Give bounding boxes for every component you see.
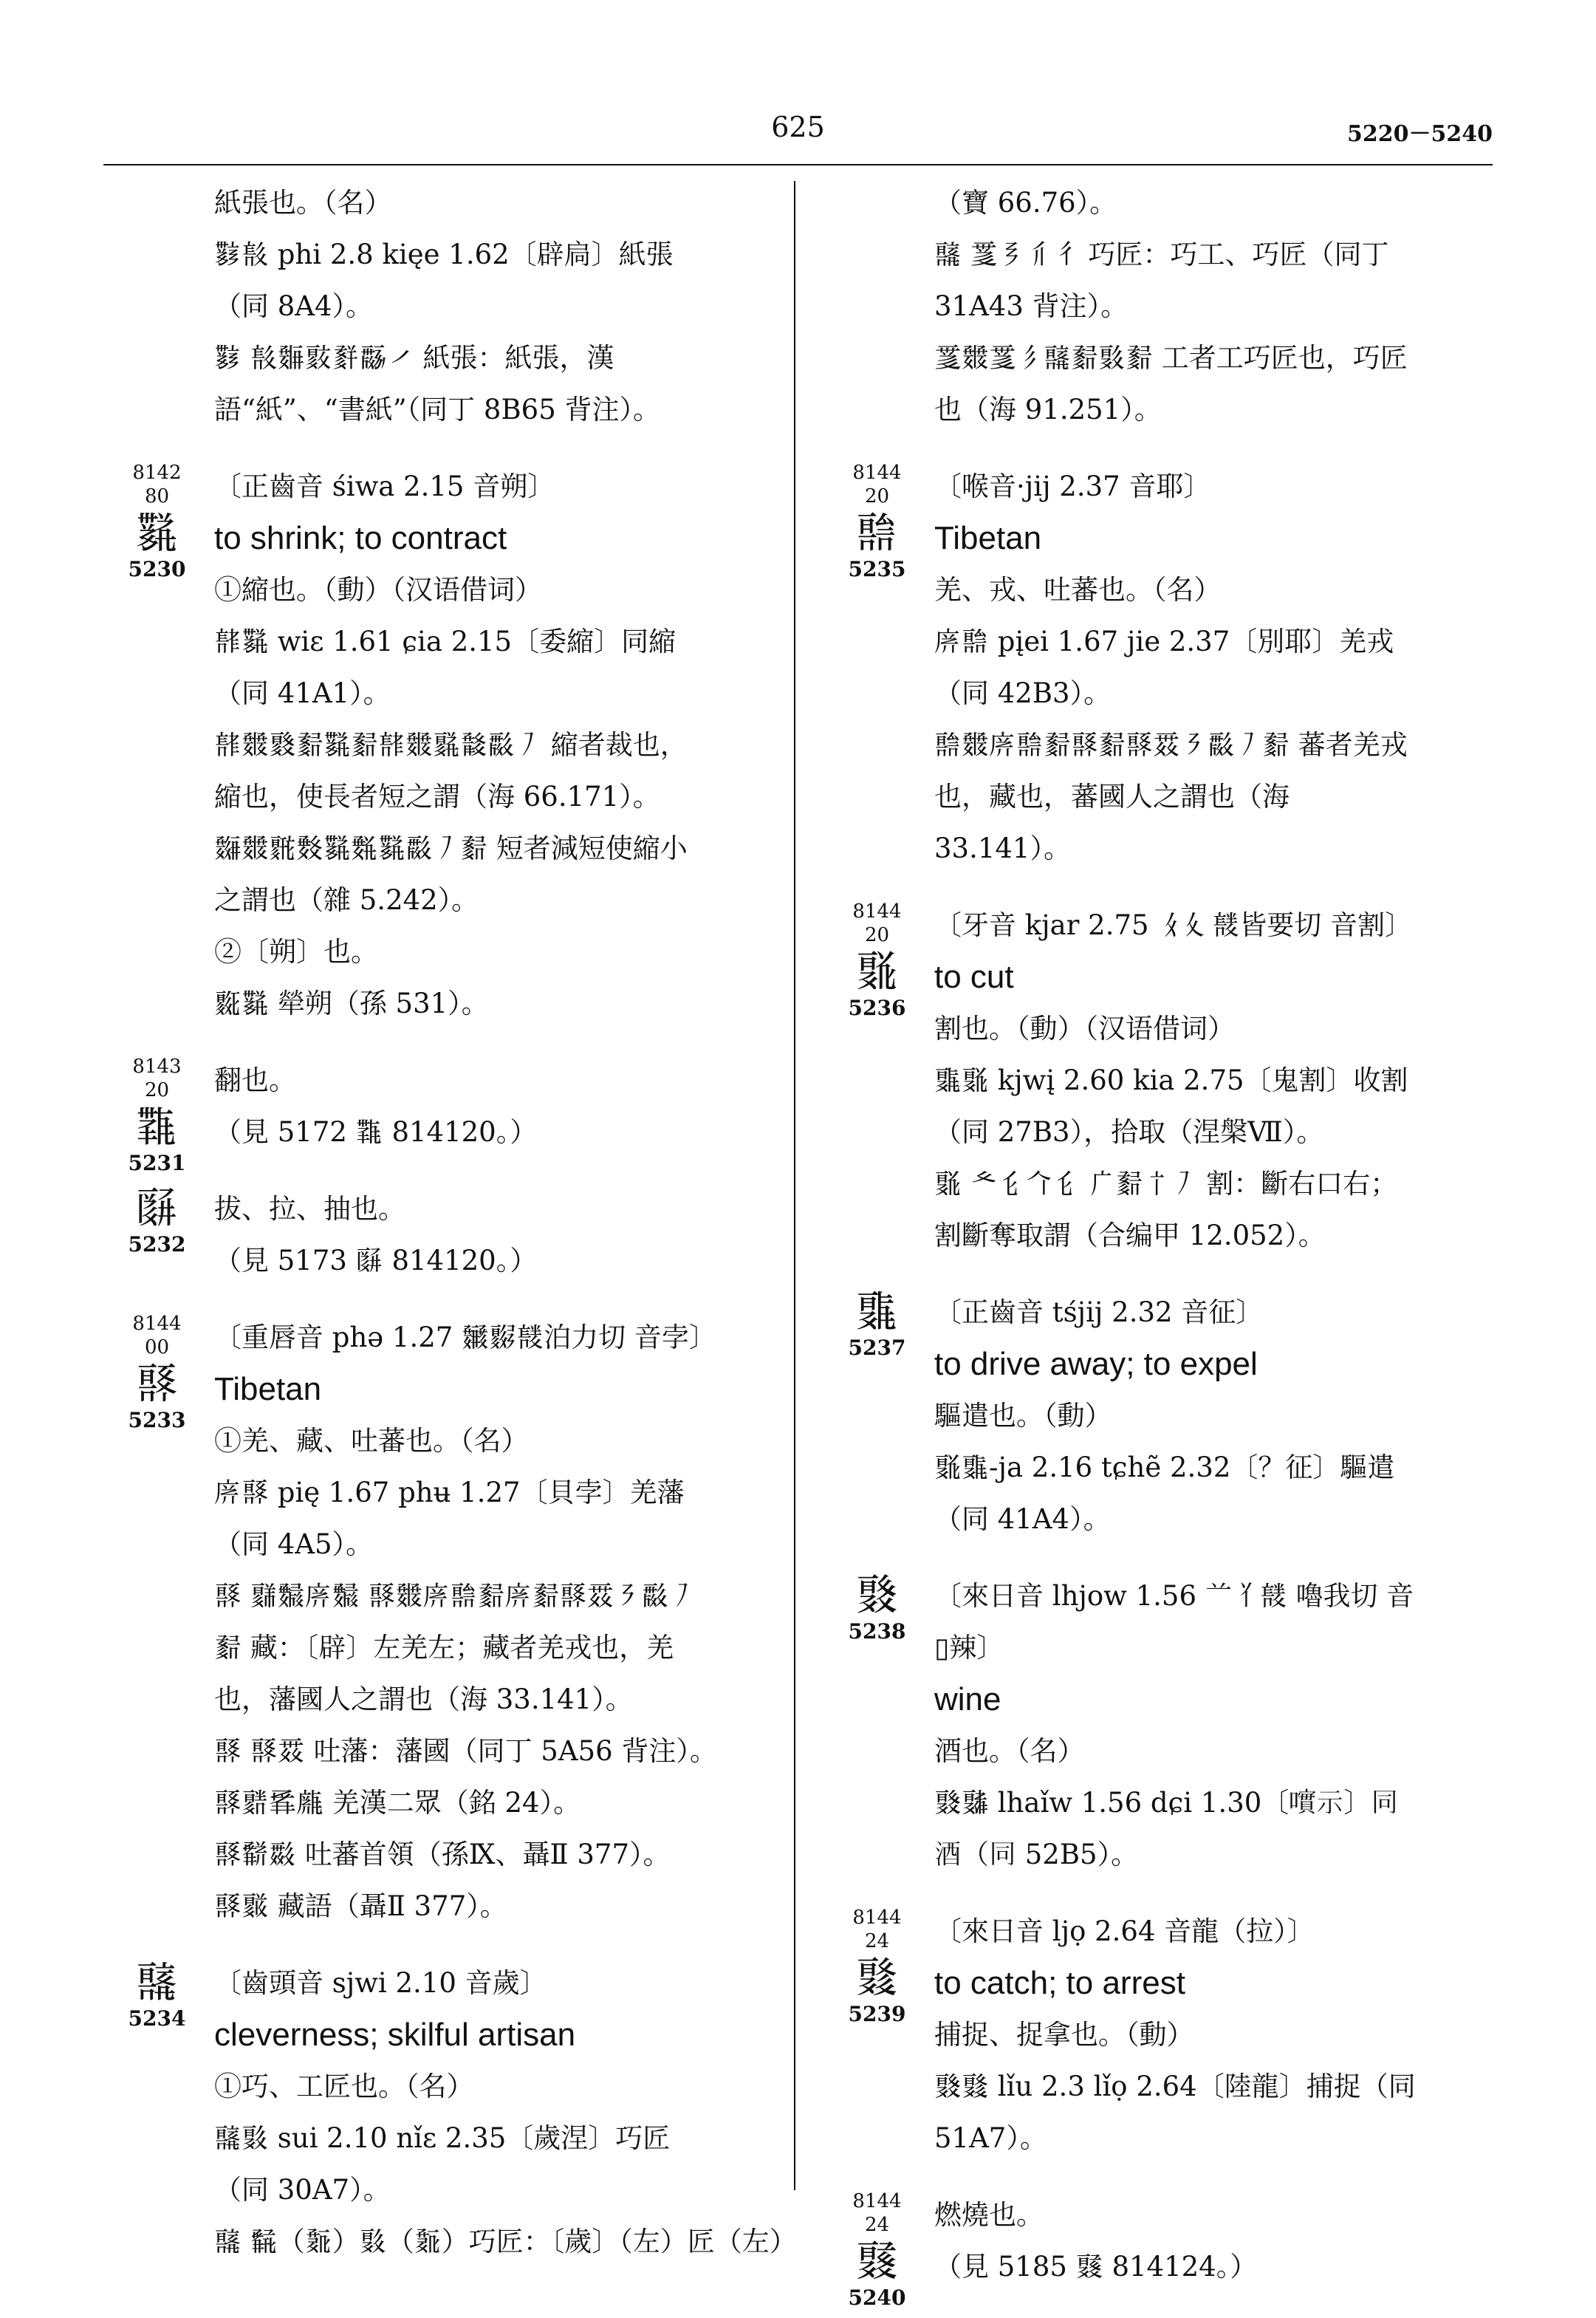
- entry-line: 𘚗 𘟅𘠅𘡀𘡁 巧匠：巧工、巧匠（同丁 31A43 背注）。: [934, 239, 1389, 322]
- entry-line: （寶 66.76）。: [934, 187, 1117, 219]
- headword-character: 𘚚: [855, 1286, 899, 1336]
- headword-character: 𘚔: [135, 1183, 179, 1233]
- code-line: 20: [144, 1079, 170, 1101]
- code-line: 20: [864, 485, 890, 507]
- entry-line: 𘛁𘚒 wiε 1.61 ɕia 2.15〔委縮〕同縮（同 41A1）。: [214, 626, 677, 709]
- english-gloss: to shrink; to contract: [214, 520, 507, 556]
- code-line: 8144: [852, 2190, 902, 2212]
- entry-line: 𘚑 𘛀𘜃𘝂𘞀𘟁𘠂 紙張：紙張，漢語“紙”、“書紙”（同丁 8B65 背注）。: [214, 342, 660, 425]
- headword-character: 𘚒: [135, 507, 179, 558]
- entry-line: 𘚙𘚚-ja 2.16 tɕhẽ 2.32〔？征〕驅遣（同 41A4）。: [934, 1452, 1395, 1535]
- english-gloss: Tibetan: [934, 520, 1042, 556]
- entry-line: 割也。（動）（汉语借词）: [934, 1013, 1235, 1045]
- code-line: 8144: [852, 1907, 902, 1929]
- entry-line: 𘚕𘞇𘟄 吐蕃首領（孫Ⅸ、聶Ⅱ 377）。: [214, 1839, 671, 1870]
- dictionary-entry: [831, 2189, 1422, 2310]
- entry-number: 5237: [848, 1336, 906, 1360]
- code-line: 80: [144, 485, 170, 507]
- code-line: 24: [864, 2214, 890, 2236]
- entry-line: 〔正齒音 tśjij 2.32 音征〕: [934, 1296, 1264, 1328]
- entry-line: 𘛁𘜄𘝃𘞁𘚒𘞁𘛁𘜄𘝄𘞂𘟂𘠃 縮者裁也，縮也，使長者短之謂（海 66.171）。: [214, 729, 688, 813]
- entry-line: ②〔朔〕也。: [214, 936, 378, 968]
- entry-line: 翻也。: [214, 1064, 296, 1096]
- entry-line: 𘝆𘚒 犖朔（孫 531）。: [214, 988, 489, 1019]
- entry-line: 酒也。（名）: [934, 1735, 1085, 1767]
- dictionary-entry: [831, 1906, 1422, 2164]
- dictionary-entry: [111, 1312, 717, 1932]
- dictionary-entry: [111, 1183, 702, 1287]
- four-corner-code: [831, 900, 923, 947]
- headword-character: 𘚗: [135, 1957, 179, 2007]
- code-line: 8144: [132, 1313, 182, 1335]
- english-gloss: to drive away; to expel: [934, 1346, 1258, 1382]
- four-corner-code: [111, 1312, 203, 1359]
- entry-gutter: [831, 1906, 923, 2027]
- entry-gutter: [831, 900, 923, 1021]
- entry-number: 5234: [128, 2006, 186, 2031]
- entry-line: 𘚖𘜄𘛃𘚖𘞁𘚕𘞁𘚕𘟃𘠄𘟂𘠃𘞁 蕃者羌戎也，藏也，蕃國人之謂也（海 33.141）。: [934, 729, 1408, 864]
- entry-line: 〔齒頭音 sjwi 2.10 音歲〕: [214, 1967, 547, 1999]
- headword-character: 𘚕: [135, 1358, 179, 1409]
- entry-line: 𘚙 𘡅𘡆𘡇𘡆 𘡈𘞁𘡉𘠃 割：斷右口右；割斷奪取謂（合编甲 12.052）。: [934, 1168, 1398, 1251]
- headword-character: 𘚛: [855, 1570, 899, 1620]
- header-rule: [103, 164, 1493, 165]
- entry-gutter: [831, 2189, 923, 2311]
- dictionary-entry: [111, 461, 702, 1030]
- entry-range: 5220－5240: [1347, 121, 1493, 147]
- dictionary-entry: [831, 900, 1422, 1262]
- code-line: 8144: [852, 900, 902, 923]
- entry-gutter: [831, 1570, 923, 1644]
- dictionary-entry: [831, 461, 1422, 875]
- entry-line: 𘜅𘜄𘝅𘞃𘚒𘞄𘚒𘟂𘠃𘞁 短者減短使縮小之謂也（雜 5.242）。: [214, 833, 688, 916]
- entry-line: （見 5173 𘚔 814120。）: [214, 1245, 538, 1276]
- dictionary-entry: [831, 177, 1422, 436]
- entry-line: 𘚗𘚘 sui 2.10 nǐε 2.35〔歲涅〕巧匠（同 30A7）。: [214, 2122, 671, 2206]
- entry-gutter: [111, 1312, 203, 1433]
- entry-line: 𘚕 𘚕𘟃 吐藩：藩國（同丁 5A56 背注）。: [214, 1735, 717, 1767]
- entry-line: 燃燒也。: [934, 2199, 1044, 2231]
- entry-line: 〔正齒音 śiwa 2.15 音朔〕: [214, 471, 555, 502]
- four-corner-code: [111, 461, 203, 508]
- entry-line: 𘚗 𘞈（𘞉）𘚘（𘞉）巧匠：〔歲〕（左）匠（左）: [214, 2226, 797, 2257]
- english-gloss: Tibetan: [214, 1371, 322, 1407]
- code-line: 00: [144, 1336, 170, 1358]
- entry-line: 𘟅𘜄𘟅𘡂𘚗𘞁𘚘𘞁 工者工巧匠也，巧匠也（海 91.251）。: [934, 342, 1408, 425]
- entry-line: 𘛃𘚖 pįei 1.67 jie 2.37〔別耶〕羌戎（同 42B3）。: [934, 626, 1394, 709]
- code-line: 8144: [852, 462, 902, 484]
- four-corner-code: [111, 1055, 203, 1102]
- left-column: [111, 177, 797, 2293]
- dictionary-entry: [111, 1957, 797, 2268]
- code-line: 8143: [132, 1056, 182, 1078]
- dictionary-entry: [831, 1287, 1422, 1545]
- entry-number: 5239: [848, 2002, 906, 2026]
- headword-character: 𘚞: [855, 2236, 899, 2286]
- entry-line: 驅遣也。（動）: [934, 1400, 1112, 1432]
- dictionary-entry: [831, 1570, 1422, 1881]
- entry-line: 𘚑𘛀 phi 2.8 kięe 1.62〔辟扃〕紙張（同 8A4）。: [214, 239, 674, 322]
- entry-line: 𘛃𘚕 pię 1.67 phʉ 1.27〔貝孛〕羌藩（同 4A5）。: [214, 1477, 685, 1560]
- entry-line: 紙張也。（名）: [214, 187, 392, 219]
- entry-line: （見 5172 𘚓 814120。）: [214, 1116, 538, 1148]
- entry-line: 𘚚𘚙 kjwį 2.60 kia 2.75〔鬼割〕收割（同 27B3），拾取（涅槃Ⅶ）。: [934, 1064, 1408, 1148]
- entry-number: 5236: [848, 996, 906, 1020]
- entry-line: 𘚕𘝊 藏語（聶Ⅱ 377）。: [214, 1890, 507, 1922]
- entry-line: 𘚕 𘝈𘞅𘛃𘞅 𘚕𘜄𘛃𘚖𘞁𘛃𘞁𘚕𘟃𘠄𘟂𘠃𘞁 藏：〔辟〕左羌左；藏者羌戎也，羌也，藩國人之謂也（海 33.141）。: [214, 1580, 696, 1715]
- english-gloss: to catch; to arrest: [934, 1965, 1185, 2001]
- entry-number: 5231: [128, 1151, 186, 1175]
- entry-line: （見 5185 𘚞 814124。）: [934, 2251, 1258, 2283]
- headword-character: 𘚙: [855, 946, 899, 996]
- entry-line: ①巧、工匠也。（名）: [214, 2071, 474, 2102]
- entry-number: 5233: [128, 1408, 186, 1432]
- entry-line: 羌、戎、吐蕃也。（名）: [934, 574, 1222, 606]
- entry-gutter: [111, 1055, 203, 1176]
- dictionary-entry: [111, 177, 702, 436]
- entry-line: 〔重唇音 phə 1.27 𘜆𘝇𘛂泊力切 音孛〕: [214, 1322, 716, 1353]
- entry-line: 〔來日音 lhjow 1.56 𘡊𘡋𘛂 嚕我切 音▯辣〕: [934, 1580, 1414, 1664]
- entry-line: ①羌、藏、吐蕃也。（名）: [214, 1425, 529, 1457]
- entry-gutter: [831, 1287, 923, 1361]
- entry-line: 捕捉、捉拿也。（動）: [934, 2019, 1194, 2051]
- entry-number: 5230: [128, 557, 186, 581]
- page-number: 625: [771, 111, 825, 143]
- entry-gutter: [831, 461, 923, 582]
- dictionary-entry: [111, 1055, 702, 1175]
- entry-gutter: [111, 1958, 203, 2031]
- entry-number: 5240: [848, 2285, 906, 2310]
- entry-line: 〔來日音 ljọ 2.64 音龍（拉）〕: [934, 1915, 1315, 1947]
- code-line: 8142: [132, 462, 182, 484]
- four-corner-code: [831, 461, 923, 508]
- entry-line: 〔牙音 kjar 2.75 𘡃𘡄𘛂皆要切 音割〕: [934, 909, 1413, 941]
- entry-number: 5238: [848, 1619, 906, 1644]
- english-gloss: to cut: [934, 959, 1014, 995]
- column-divider: [794, 181, 795, 2190]
- four-corner-code: [831, 2189, 923, 2237]
- headword-character: 𘚓: [135, 1101, 179, 1152]
- headword-character: 𘚝: [855, 1952, 899, 2003]
- entry-line: 𘚛𘚝 lǐu 2.3 lǐọ 2.64〔陸龍〕捕捉（同 51A7）。: [934, 2071, 1416, 2154]
- entry-gutter: [111, 461, 203, 582]
- entry-gutter: [111, 1183, 203, 1257]
- entry-line: 𘚕𘝉𘞆𘛄 羌漢二眾（銘 24）。: [214, 1787, 581, 1819]
- code-line: 20: [864, 924, 890, 946]
- headword-character: 𘚖: [855, 507, 899, 558]
- code-line: 24: [864, 1930, 890, 1952]
- english-gloss: wine: [934, 1681, 1001, 1717]
- entry-line: 〔喉音·jij 2.37 音耶〕: [934, 471, 1211, 502]
- entry-line: ①縮也。（動）（汉语借词）: [214, 574, 542, 606]
- entry-line: 𘚛𘚜 lhaǐw 1.56 dɕi 1.30〔𡁃示〕同酒（同 52B5）。: [934, 1787, 1399, 1870]
- entry-line: 拔、拉、抽也。: [214, 1193, 405, 1225]
- right-column: [831, 177, 1422, 2318]
- entry-number: 5235: [848, 557, 906, 581]
- four-corner-code: [831, 1906, 923, 1953]
- english-gloss: cleverness; skilful artisan: [214, 2017, 576, 2053]
- entry-number: 5232: [128, 1232, 186, 1257]
